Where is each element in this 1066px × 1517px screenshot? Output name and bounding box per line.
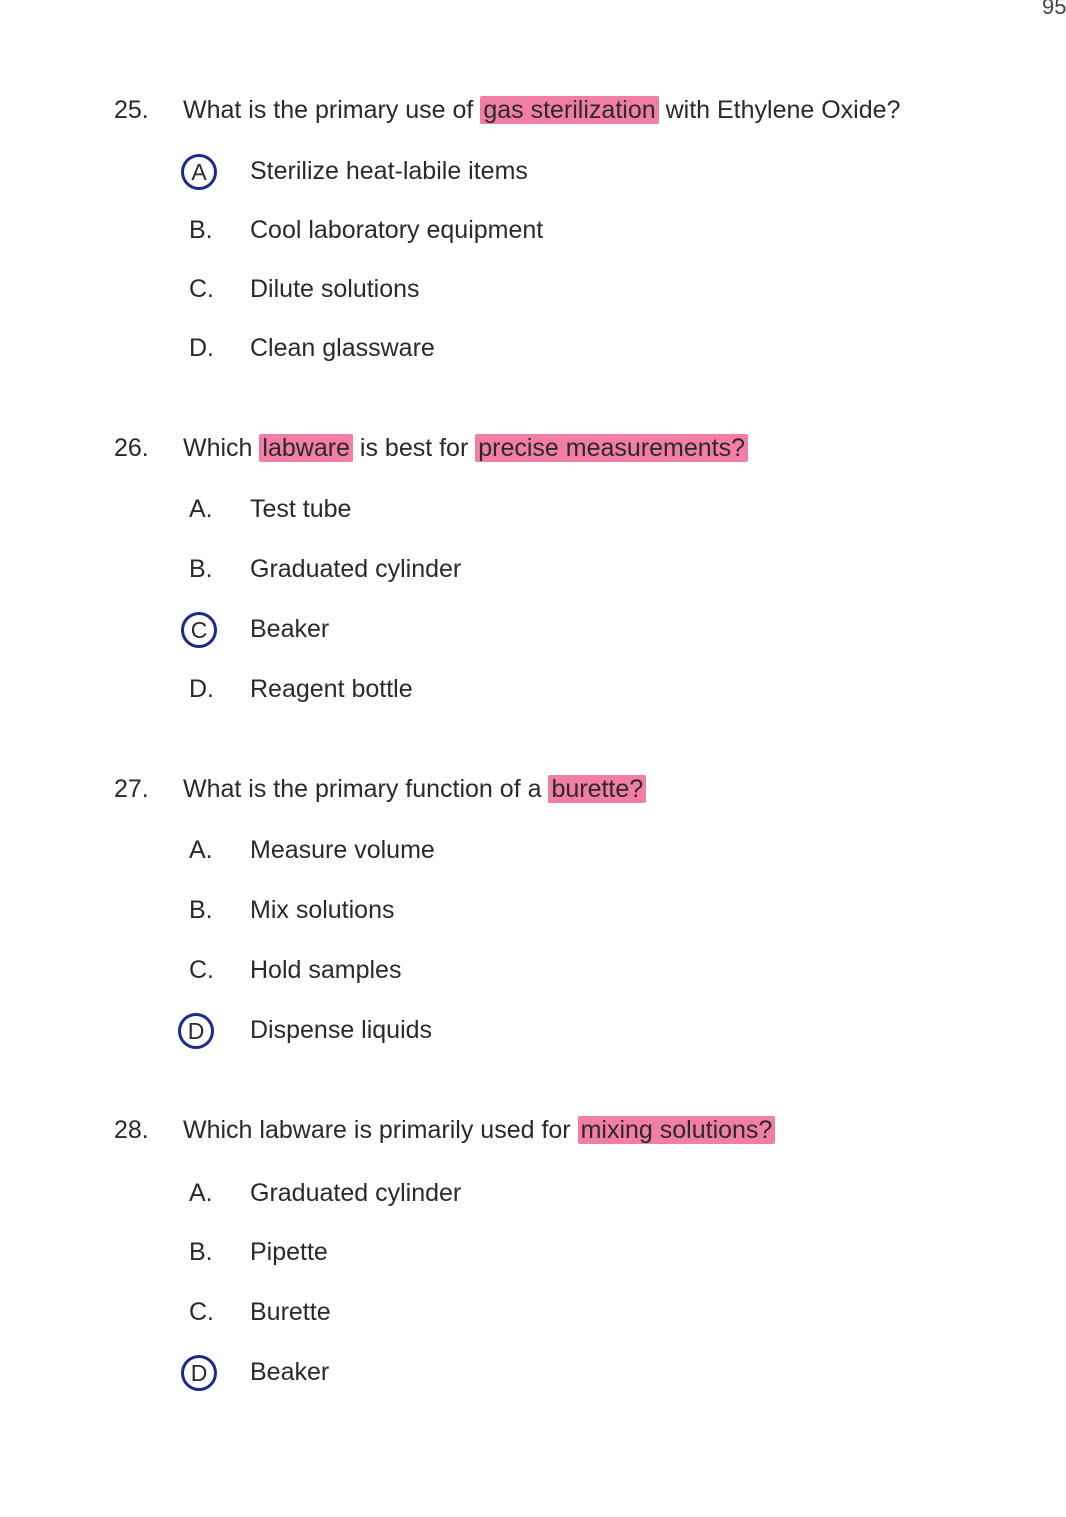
option-letter: D. [189, 675, 214, 703]
question-text-part: What is the primary use of [183, 96, 481, 124]
option-27-d[interactable] [0, 1016, 700, 1052]
option-28-a[interactable] [0, 1179, 700, 1215]
option-text: Burette [250, 1298, 331, 1326]
option-27-b[interactable] [0, 896, 700, 932]
circled-answer-letter: D [181, 1355, 217, 1391]
option-letter: C. [189, 275, 214, 303]
question-number: 25. [114, 96, 149, 124]
option-letter: A. [189, 495, 213, 523]
highlighted-text: labware [259, 434, 353, 462]
option-text: Reagent bottle [250, 675, 413, 703]
option-text: Sterilize heat-labile items [250, 157, 528, 185]
option-text: Beaker [250, 1358, 330, 1386]
option-28-b[interactable] [0, 1238, 700, 1274]
option-letter: A. [189, 836, 213, 864]
option-text: Pipette [250, 1238, 328, 1266]
option-text: Dilute solutions [250, 275, 420, 303]
option-letter: D. [189, 334, 214, 362]
circled-answer-letter: D [178, 1013, 214, 1049]
option-25-b[interactable] [0, 216, 700, 252]
option-text: Measure volume [250, 836, 435, 864]
option-letter: B. [189, 216, 213, 244]
highlighted-text: mixing solutions? [578, 1116, 776, 1144]
option-25-d[interactable] [0, 334, 700, 370]
question-text-part: What is the primary function of a [183, 775, 549, 803]
option-text: Clean glassware [250, 334, 435, 362]
question-number: 27. [114, 775, 149, 803]
option-letter: C. [189, 1298, 214, 1326]
option-letter: B. [189, 896, 213, 924]
highlighted-text: burette? [548, 775, 646, 803]
highlighted-text: precise measurements? [475, 434, 748, 462]
option-26-d[interactable] [0, 675, 700, 711]
question-text-part: Which [183, 434, 260, 462]
option-text: Dispense liquids [250, 1016, 433, 1044]
question-text [183, 1116, 775, 1145]
option-letter: C. [189, 956, 214, 984]
option-text: Graduated cylinder [250, 555, 462, 583]
option-text: Graduated cylinder [250, 1179, 462, 1207]
option-26-b[interactable] [0, 555, 700, 591]
option-text: Beaker [250, 615, 330, 643]
option-28-c[interactable] [0, 1298, 700, 1334]
option-25-c[interactable] [0, 275, 700, 311]
option-27-a[interactable] [0, 836, 700, 872]
option-text: Test tube [250, 495, 352, 523]
option-26-c[interactable] [0, 615, 700, 651]
question-text [183, 434, 748, 463]
question-number: 26. [114, 434, 149, 462]
page-number: 95 [1042, 0, 1066, 19]
option-text: Hold samples [250, 956, 402, 984]
option-27-c[interactable] [0, 956, 700, 992]
highlighted-text: gas sterilization [480, 96, 658, 124]
question-text-part: is best for [352, 434, 476, 462]
option-letter: A. [189, 1179, 213, 1207]
option-26-a[interactable] [0, 495, 700, 531]
option-text: Mix solutions [250, 896, 395, 924]
option-text: Cool laboratory equipment [250, 216, 544, 244]
question-text-part: with Ethylene Oxide? [658, 96, 901, 124]
question-number: 28. [114, 1116, 149, 1144]
question-text [183, 775, 646, 804]
option-28-d[interactable] [0, 1358, 700, 1394]
question-text-part: Which labware is primarily used for [183, 1116, 578, 1144]
option-letter: B. [189, 555, 213, 583]
option-letter: B. [189, 1238, 213, 1266]
circled-answer-letter: A [181, 154, 217, 190]
question-text [183, 96, 900, 125]
option-25-a[interactable] [0, 157, 700, 193]
circled-answer-letter: C [181, 612, 217, 648]
